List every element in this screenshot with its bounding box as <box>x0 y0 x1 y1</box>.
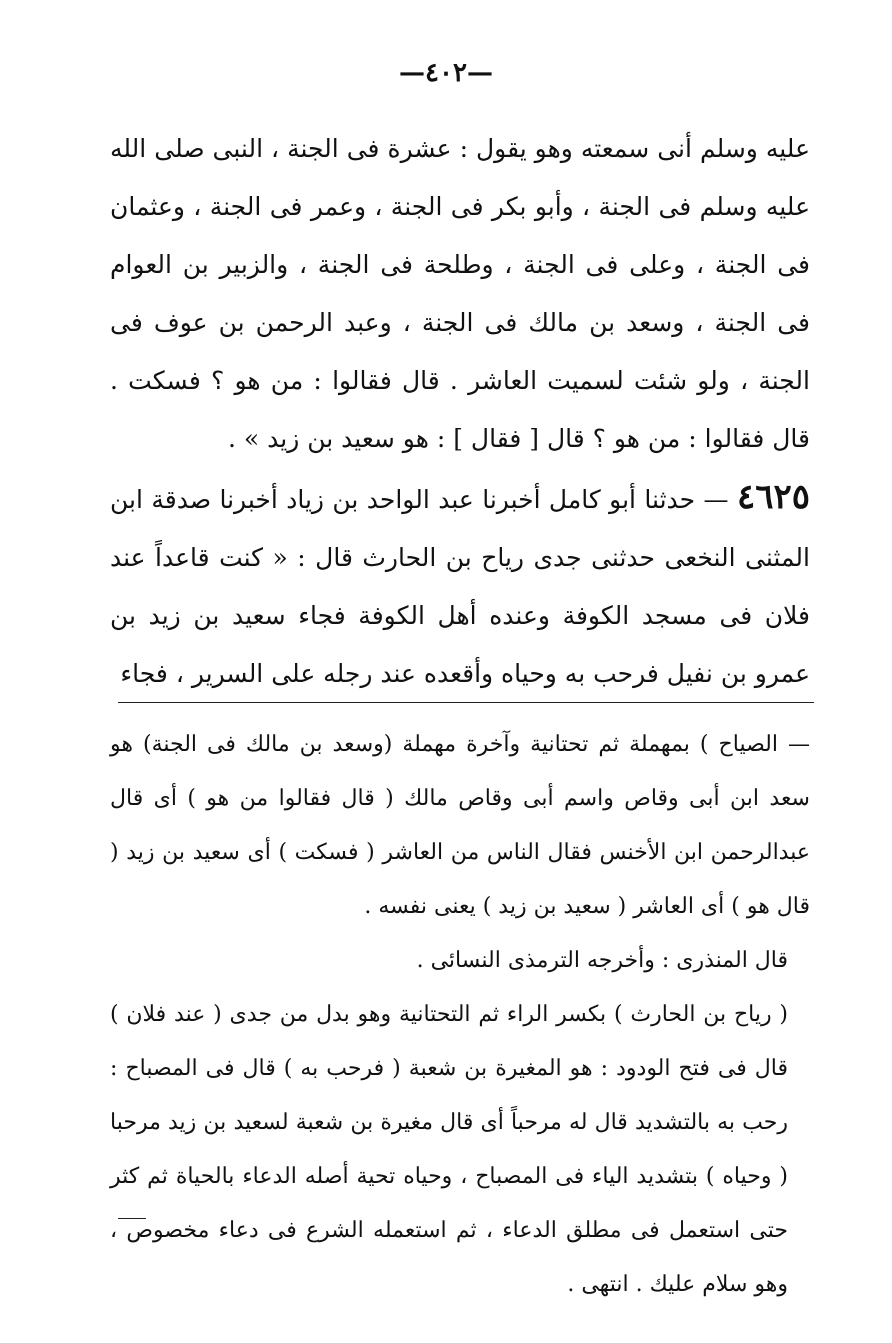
commentary-paragraph: قال المنذرى : وأخرجه الترمذى النسائى . <box>416 948 788 973</box>
page-number: —٤٠٢— <box>399 58 493 88</box>
margin-dash <box>118 1218 146 1219</box>
commentary-paragraph: ( رياح بن الحارث ) بكسر الراء ثم التحتانية وهو بدل من جدى ( عند فلان ) قال فى فتح الودود : هو المغيرة بن شعبة ( فرحب به ) قال فى المصباح : رحب به بالتشديد قال له مرحباً أى قال مغيرة بن شعبة لسعيد بن زيد مرحبا ( وحياه ) بتشديد الياء فى المصباح ، وحياه تحية أصله الدعاء بالحياة ثم كثر حتى استعمل فى مطلق الدعاء ، ثم استعمله الشرع فى دعاء مخصوص ، وهو سلام عليك . انتهى . <box>110 1002 788 1297</box>
commentary-section <box>110 718 810 1312</box>
hadith-number: ٤٦٢٥ <box>736 477 810 517</box>
footnote-divider <box>118 702 814 703</box>
hadith-continuation: عليه وسلم أنى سمعته وهو يقول : عشرة فى الجنة ، النبى صلى الله عليه وسلم فى الجنة ، وأبو بكر فى الجنة ، وعمر فى الجنة ، وعثمان فى الجنة ، وعلى فى الجنة ، وطلحة فى الجنة ، والزبير بن العوام فى الجنة ، وسعد بن مالك فى الجنة ، وعبد الرحمن بن عوف فى الجنة ، ولو شئت لسميت العاشر . قال فقالوا : من هو ؟ فسكت . قال فقالوا : من هو ؟ قال [ فقال ] : هو سعيد بن زيد » . <box>110 134 810 453</box>
commentary-paragraph: — الصياح ) بمهملة ثم تحتانية وآخرة مهملة (وسعد بن مالك فى الجنة) هو سعد ابن أبى وقاص واسم أبى وقاص مالك ( قال فقالوا من هو ) أى قال عبدالرحمن ابن الأخنس فقال الناس من العاشر ( فسكت ) أى سعيد بن زيد ( قال هو ) أى العاشر ( سعيد بن زيد ) يعنى نفسه . <box>110 732 810 919</box>
main-hadith-text <box>110 120 810 703</box>
hadith-text: — حدثنا أبو كامل أخبرنا عبد الواحد بن زياد أخبرنا صدقة ابن المثنى النخعى حدثنى جدى رياح بن الحارث قال : « كنت قاعداً عند فلان فى مسجد الكوفة وعنده أهل الكوفة فجاء سعيد بن زيد بن عمرو بن نفيل فرحب به وحياه وأقعده عند رجله على السرير ، فجاء <box>110 485 810 688</box>
